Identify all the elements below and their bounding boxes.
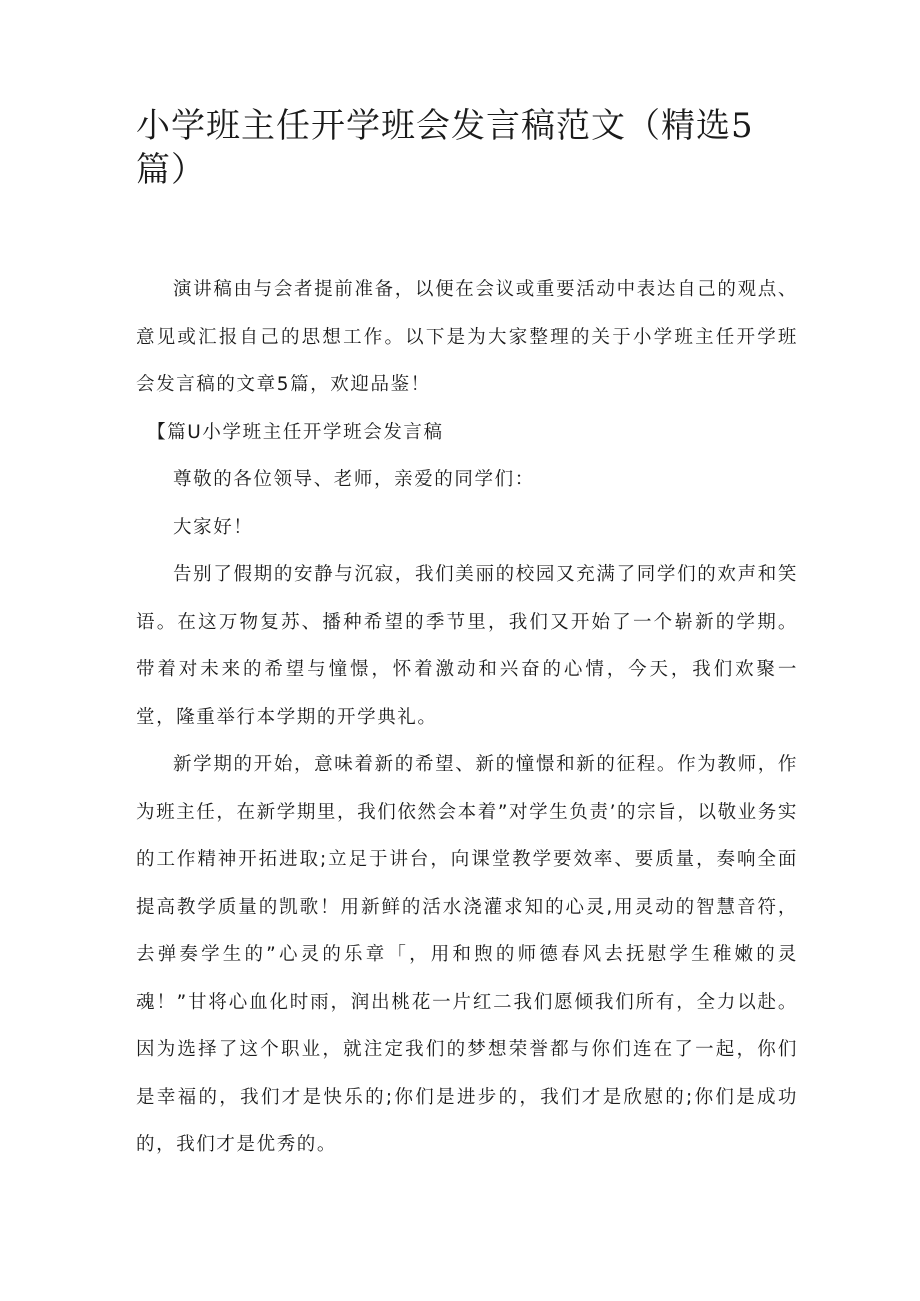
body-paragraph-1: 告别了假期的安静与沉寂，我们美丽的校园又充满了同学们的欢声和笑语。在这万物复苏、播种希望的季节里，我们又开始了一个崭新的学期。带着对未来的希望与憧憬，怀着激动和兴奋的心情，今天，我们欢聚一堂，隆重举行本学期的开学典礼。 <box>136 564 798 728</box>
document-title: 小学班主任开学班会发言稿范文（精选5篇） <box>136 106 754 190</box>
hello-line: 大家好！ <box>173 516 254 538</box>
intro-paragraph: 演讲稿由与会者提前准备，以便在会议或重要活动中表达自己的观点、意见或汇报自己的思想工作。以下是为大家整理的关于小学班主任开学班会发言稿的文章5篇，欢迎品鉴！ <box>136 279 798 395</box>
section-heading: 【篇U小学班主任开学班会发言稿 <box>147 421 444 443</box>
body-paragraph-2: 新学期的开始，意味着新的希望、新的憧憬和新的征程。作为教师，作为班主任，在新学期里，我们依然会本着”对学生负责’的宗旨，以敬业务实的工作精神开拓进取;立足于讲台，向课堂教学要效率、要质量，奏响全面提高教学质量的凯歌！用新鲜的活水浇灌求知的心灵,用灵动的智慧音符，去弹奏学生的”心灵的乐章「，用和煦的师德春风去抚慰学生稚嫩的灵魂！”甘将心血化时雨，润出桃花一片红二我们愿倾我们所有，全力以赴。因为选择了这个职业，就注定我们的梦想荣誉都与你们连在了一起，你们是幸福的，我们才是快乐的;你们是进步的，我们才是欣慰的;你们是成功的，我们才是优秀的。 <box>136 754 798 1155</box>
document-body <box>136 266 798 1169</box>
greeting-line: 尊敬的各位领导、老师，亲爱的同学们： <box>173 469 535 490</box>
